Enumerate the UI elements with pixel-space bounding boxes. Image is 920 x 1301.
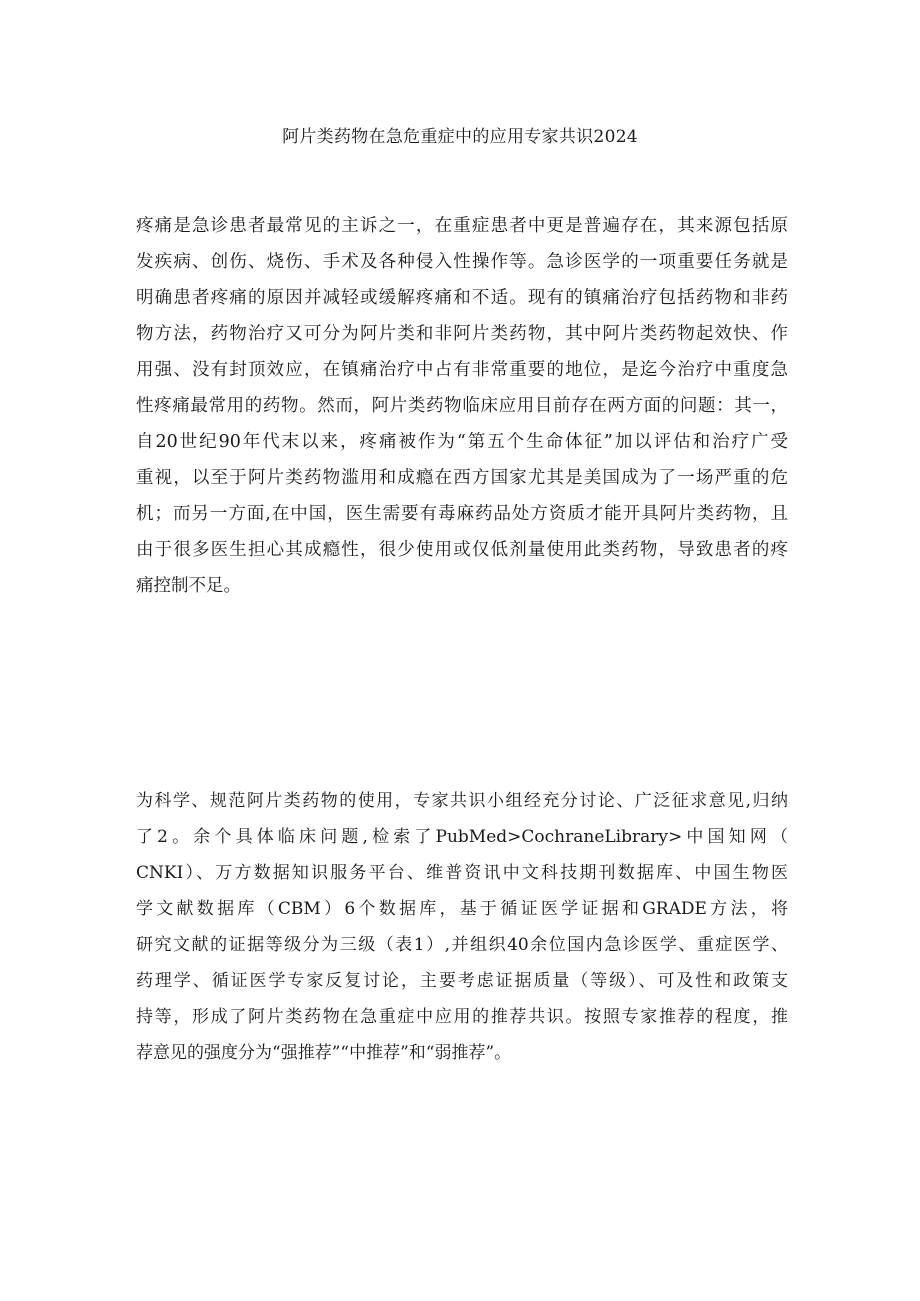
text-line: CNKI）、万方数据知识服务平台、维普资讯中文科技期刊数据库、中国生物医 [136, 863, 788, 883]
text-line: 物方法，药物治疗又可分为阿片类和非阿片类药物，其中阿片类药物起效快、作 [136, 324, 788, 344]
text-line: 持等，形成了阿片类药物在急重症中应用的推荐共识。按照专家推荐的程度，推 [136, 1007, 788, 1027]
text-line: 用强、没有封顶效应，在镇痛治疗中占有非常重要的地位，是迄今治疗中重度急 [136, 360, 788, 380]
text-line: 疼痛是急诊患者最常见的主诉之一，在重症患者中更是普遍存在，其来源包括原 [136, 216, 788, 236]
text-line: 重视，以至于阿片类药物滥用和成瘾在西方国家尤其是美国成为了一场严重的危 [136, 468, 788, 488]
text-line: 了2。余个具体临床问题,检索了PubMed>CochraneLibrary>中国知网（ [136, 827, 788, 847]
text-line: 研究文献的证据等级分为三级（表1）,并组织40余位国内急诊医学、重症医学、 [136, 935, 788, 955]
text-line: 药理学、循证医学专家反复讨论，主要考虑证据质量（等级）、可及性和政策支 [136, 971, 788, 991]
paragraph-1 [136, 208, 788, 604]
paragraph-2 [136, 783, 788, 1071]
document-title: 阿片类药物在急危重症中的应用专家共识2024 [282, 127, 638, 147]
text-line: 性疼痛最常用的药物。然而，阿片类药物临床应用目前存在两方面的问题：其一， [136, 396, 788, 416]
text-line: 由于很多医生担心其成瘾性，很少使用或仅低剂量使用此类药物，导致患者的疼 [136, 540, 788, 560]
text-line: 为科学、规范阿片类药物的使用，专家共识小组经充分讨论、广泛征求意见,归纳 [136, 791, 788, 811]
text-line: 明确患者疼痛的原因并减轻或缓解疼痛和不适。现有的镇痛治疗包括药物和非药 [136, 288, 788, 308]
text-line: 痛控制不足。 [136, 576, 241, 596]
text-line: 发疾病、创伤、烧伤、手术及各种侵入性操作等。急诊医学的一项重要任务就是 [136, 252, 788, 272]
text-line: 自20世纪90年代末以来，疼痛被作为“第五个生命体征”加以评估和治疗广受 [136, 432, 788, 452]
text-line: 荐意见的强度分为“强推荐”“中推荐”和“弱推荐”。 [136, 1043, 512, 1063]
text-line: 学文献数据库（CBM）6个数据库，基于循证医学证据和GRADE方法，将 [136, 899, 788, 919]
text-line: 机；而另一方面,在中国，医生需要有毒麻药品处方资质才能开具阿片类药物，且 [136, 504, 788, 524]
